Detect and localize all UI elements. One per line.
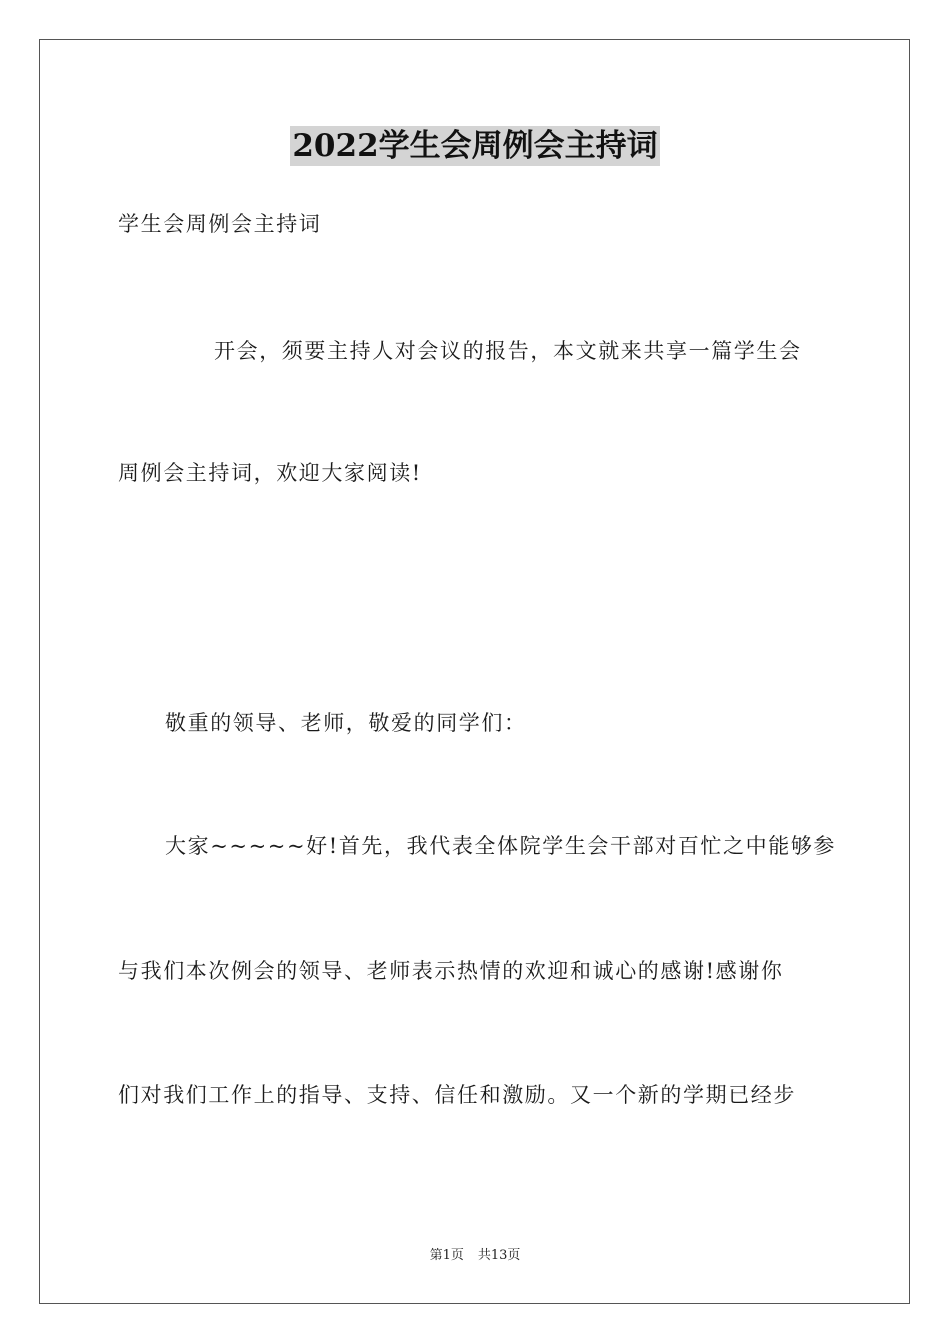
document-subtitle: 学生会周例会主持词: [118, 212, 322, 236]
paragraph-line: 开会，须要主持人对会议的报告，本文就来共享一篇学生会: [214, 339, 802, 363]
document-title: 2022学生会周例会主持词: [292, 128, 658, 164]
title-container: [0, 126, 950, 166]
paragraph-line: 大家~~~~~好!首先，我代表全体院学生会干部对百忙之中能够参: [165, 834, 837, 858]
page-total: 共13页: [477, 1248, 521, 1263]
paragraph-line: 们对我们工作上的指导、支持、信任和激励。又一个新的学期已经步: [118, 1083, 796, 1107]
paragraph-line: 周例会主持词，欢迎大家阅读!: [118, 461, 422, 485]
salutation-line: 敬重的领导、老师，敬爱的同学们：: [165, 711, 527, 735]
paragraph-line: 与我们本次例会的领导、老师表示热情的欢迎和诚心的感谢!感谢你: [118, 959, 784, 983]
page-footer: [0, 1247, 950, 1265]
page-number: 第1页: [429, 1248, 464, 1263]
